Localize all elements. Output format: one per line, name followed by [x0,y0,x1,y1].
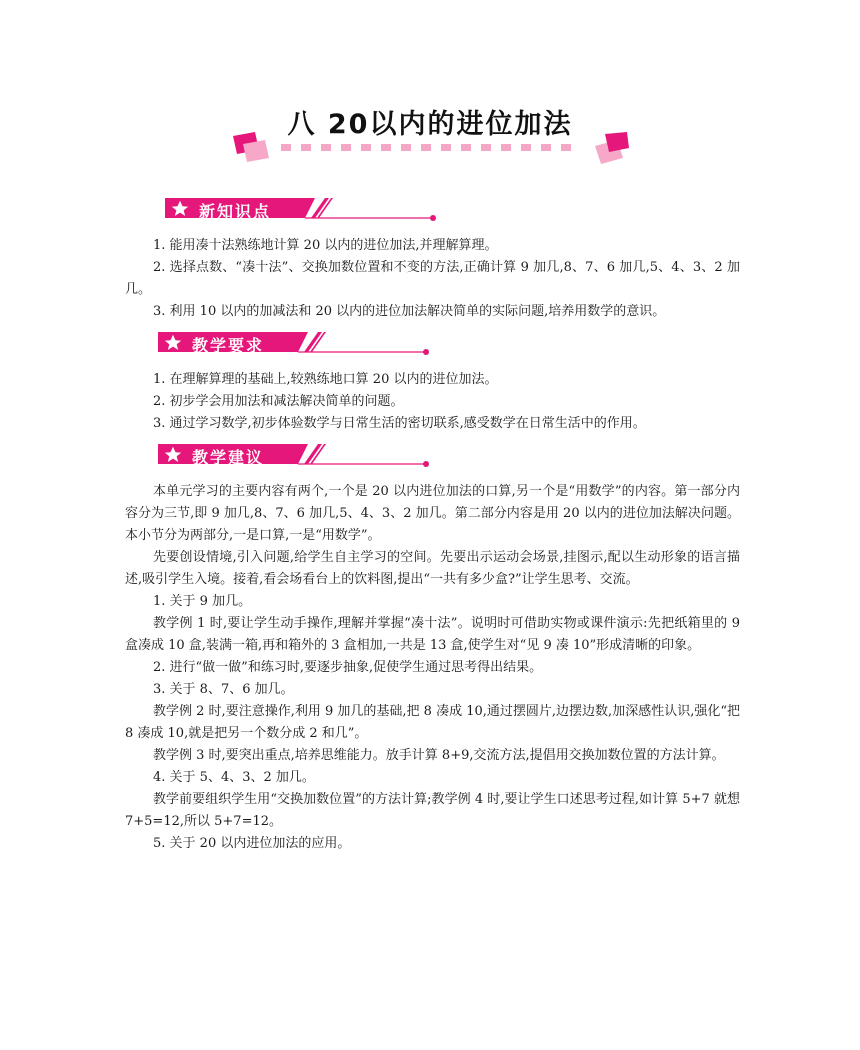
section-header-new-knowledge [165,196,440,224]
paragraph: 教学例 2 时,要注意操作,利用 9 加几的基础,把 8 凑成 10,通过摆圆片,边摆边数,加深感性认识,强化“把 8 凑成 10,就是把另一个数分成 2 和几”。 [125,704,740,741]
page-title: 八 20以内的进位加法 [287,109,573,140]
paragraph: 2. 选择点数、“凑十法”、交换加数位置和不变的方法,正确计算 9 加几,8、7、6 加几,5、4、3、2 加几。 [125,260,740,297]
paragraph: 3. 关于 8、7、6 加几。 [153,682,294,697]
section-title: 新知识点 [199,202,272,221]
paragraph: 教学前要组织学生用“交换加数位置”的方法计算;教学例 4 时,要让学生口述思考过程,如计算 5+7 就想 7+5=12,所以 5+7=12。 [125,792,740,829]
paragraph: 1. 关于 9 加几。 [153,594,252,609]
paragraph: 1. 在理解算理的基础上,较熟练地口算 20 以内的进位加法。 [153,372,498,387]
page-title-block [225,96,635,168]
paragraph: 2. 进行“做一做”和练习时,要逐步抽象,促使学生通过思考得出结果。 [153,660,543,675]
paragraph: 本单元学习的主要内容有两个,一个是 20 以内进位加法的口算,另一个是“用数学”的内容。第一部分内容分为三节,即 9 加几,8、7、6 加几,5、4、3、2 加几。第二部分内容是用 20 以内的进位加法解决问题。本小节分为两部分,一是口算,一是“用数学”。 [125,484,740,543]
paragraph: 1. 能用凑十法熟练地计算 20 以内的进位加法,并理解算理。 [153,238,498,253]
paragraph: 3. 利用 10 以内的加减法和 20 以内的进位加法解决简单的实际问题,培养用数学的意识。 [153,304,666,319]
section-title: 教学要求 [192,336,265,355]
paragraph: 4. 关于 5、4、3、2 加几。 [153,770,315,785]
section-body-new-knowledge [125,235,740,323]
section-header-teaching-suggestions [158,442,433,470]
paragraph: 教学例 1 时,要让学生动手操作,理解并掌握“凑十法”。说明时可借助实物或课件演示:先把纸箱里的 9 盒凑成 10 盒,装满一箱,再和箱外的 3 盒相加,一共是 13 盒,使学生对“见 9 凑 10”形成清晰的印象。 [125,616,740,653]
paragraph: 教学例 3 时,要突出重点,培养思维能力。放手计算 8+9,交流方法,提倡用交换加数位置的方法计算。 [153,748,725,763]
section-body-teaching-suggestions [125,481,740,855]
section-header-teaching-requirements [158,330,433,358]
paragraph: 3. 通过学习数学,初步体验数学与日常生活的密切联系,感受数学在日常生活中的作用。 [153,416,646,431]
paragraph: 先要创设情境,引入问题,给学生自主学习的空间。先要出示运动会场景,挂图示,配以生动形象的语言描述,吸引学生入境。接着,看会场看台上的饮料图,提出“一共有多少盒?”让学生思考、交流。 [125,550,740,587]
paragraph: 2. 初步学会用加法和减法解决简单的问题。 [153,394,404,409]
section-body-teaching-requirements [125,369,740,435]
paragraph: 5. 关于 20 以内进位加法的应用。 [153,836,351,851]
section-title: 教学建议 [192,448,265,467]
